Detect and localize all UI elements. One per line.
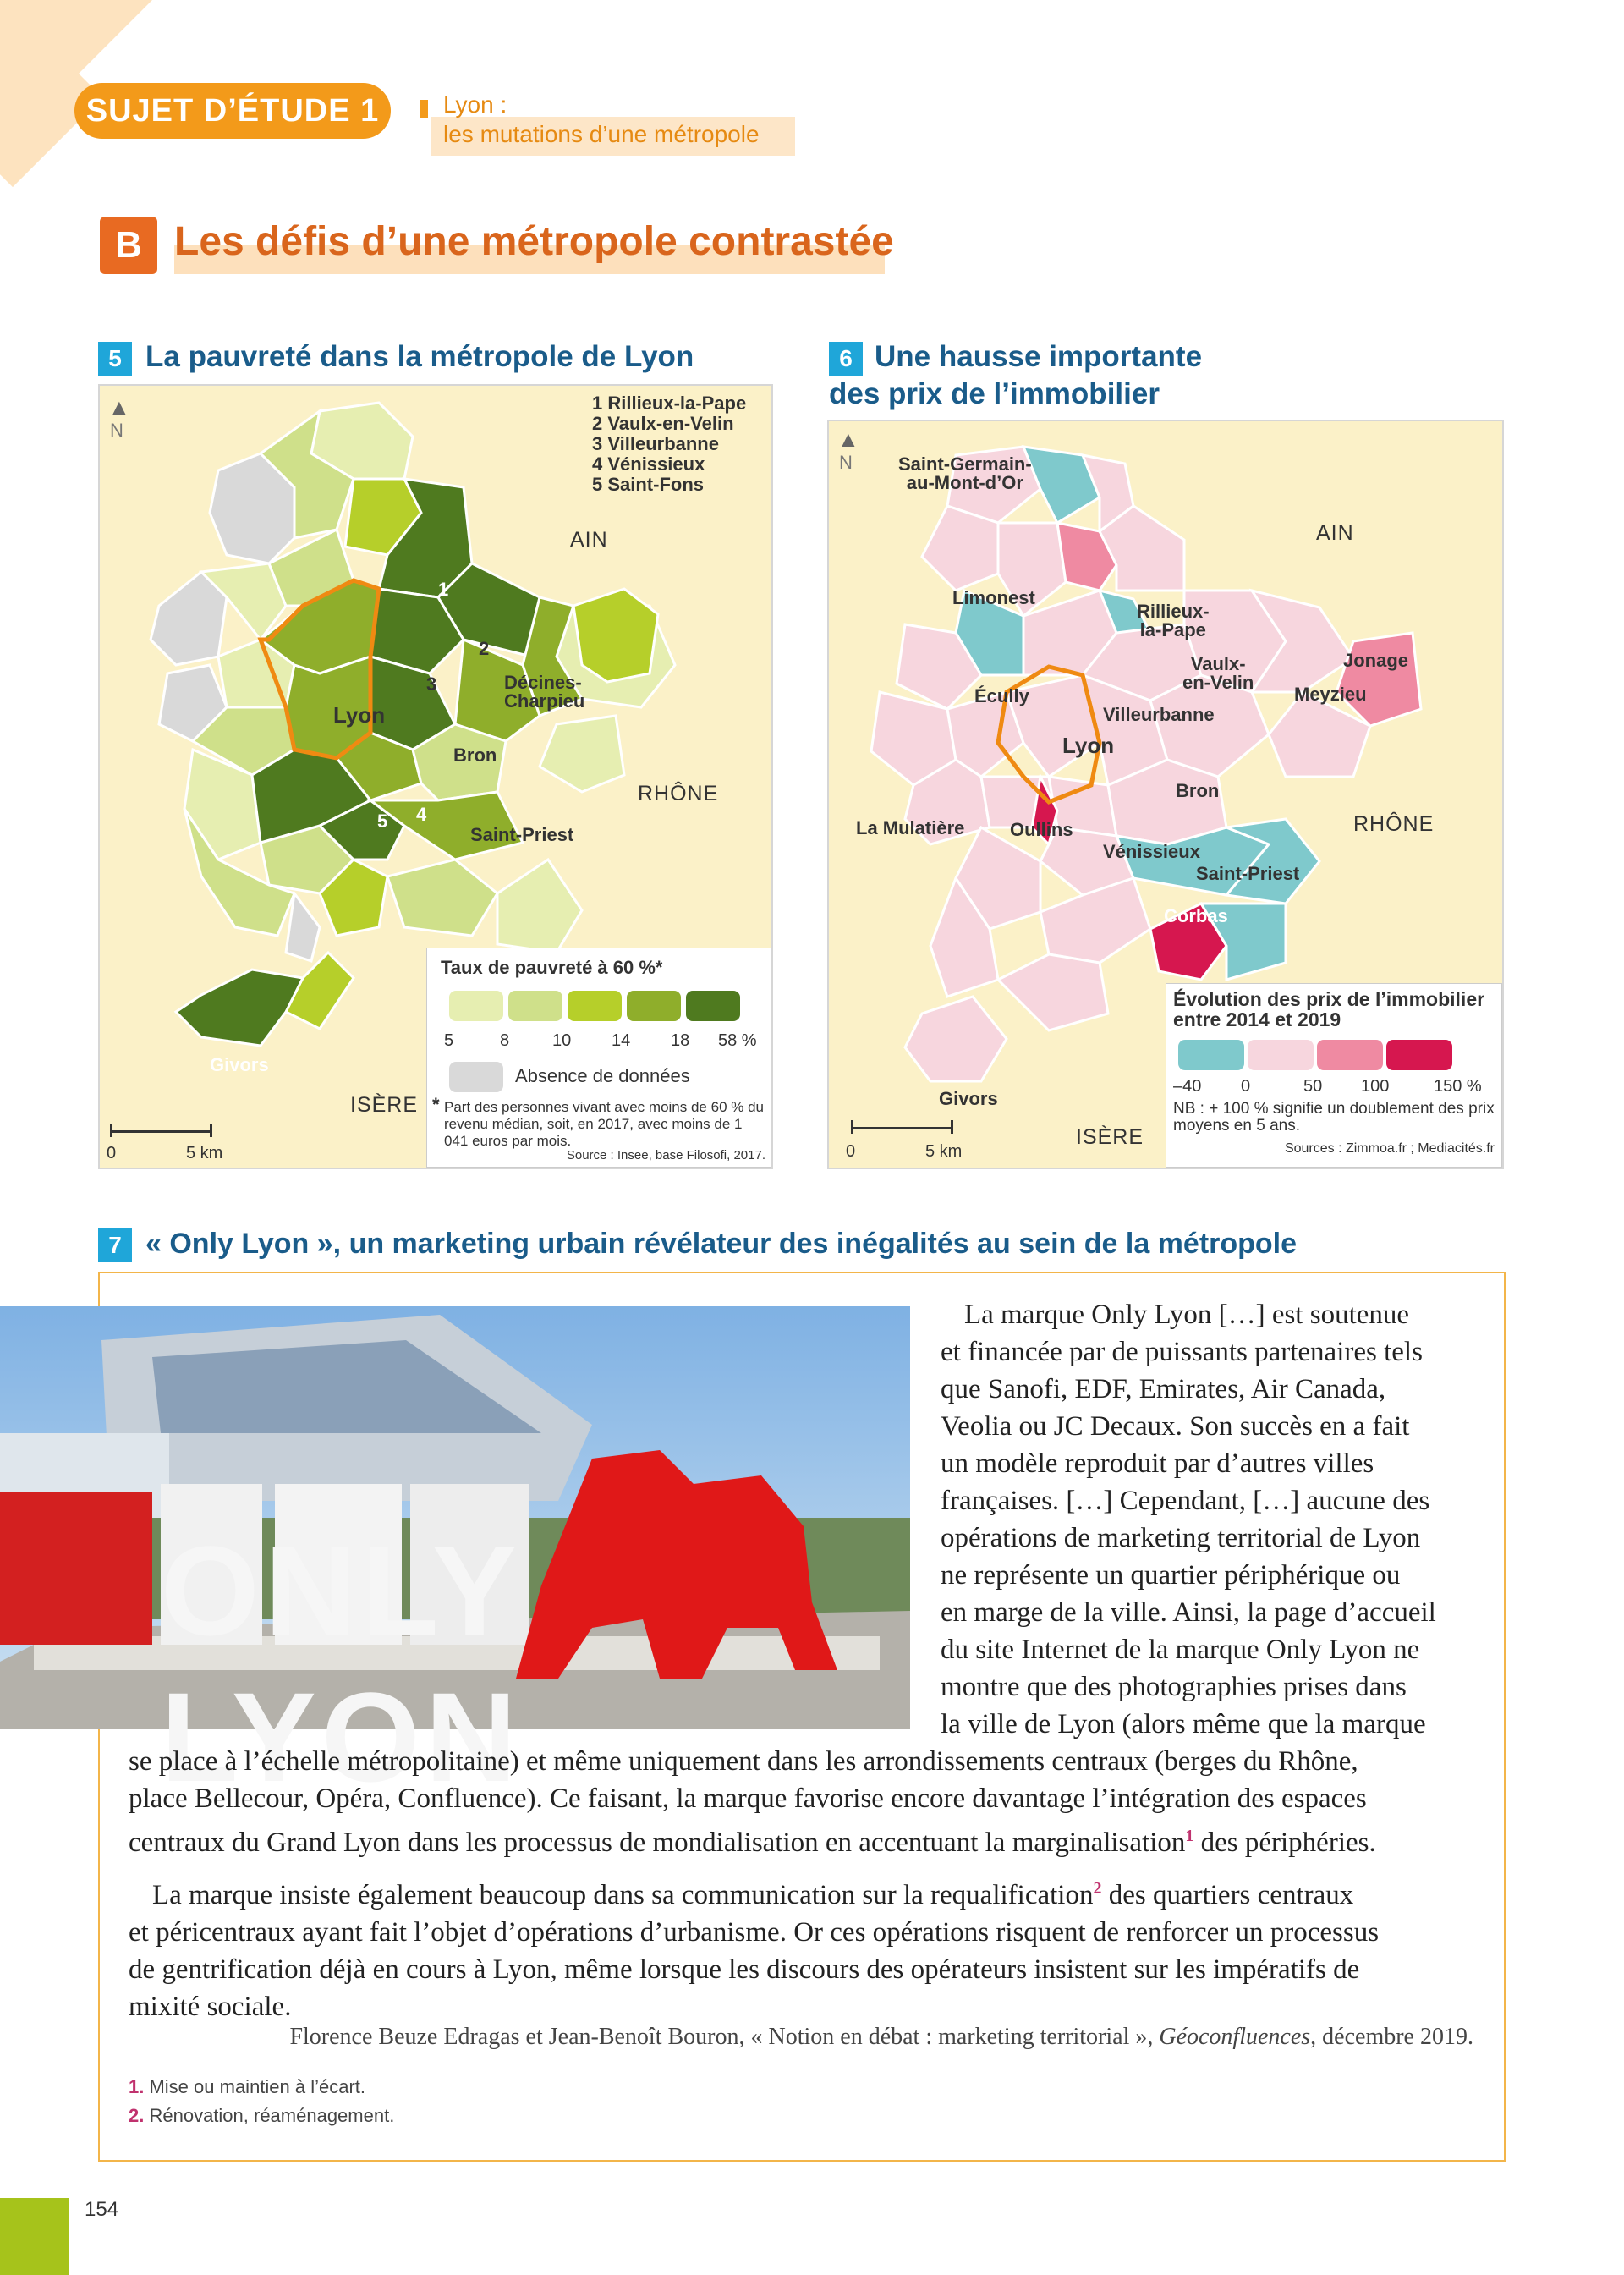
text-line: place Bellecour, Opéra, Confluence). Ce faisant, la marque favorise encore davantage l’intégration des espaces (129, 1783, 1367, 1814)
legend-swatch (686, 991, 740, 1021)
scale-bar (110, 1130, 211, 1133)
article-side-column (941, 1296, 1468, 1743)
map-number: 1 (438, 579, 449, 600)
map-number: 2 (479, 638, 490, 659)
doc6-number: 6 (829, 342, 863, 376)
legend-source: Sources : Zimmoa.fr ; Mediacités.fr (1284, 1141, 1495, 1156)
north-label: N (839, 452, 853, 473)
legend-no-data-label: Absence de données (515, 1065, 690, 1086)
legend-swatch (1248, 1040, 1314, 1070)
legend-source: Source : Insee, base Filosofi, 2017. (566, 1148, 765, 1162)
legend-tick: 18 (671, 1031, 690, 1050)
text-line: ne représente un quartier périphérique ou (941, 1560, 1401, 1591)
scale-bar-tick (110, 1124, 112, 1137)
scale-bar-tick (851, 1120, 853, 1134)
map-number: 4 (416, 804, 427, 825)
text-line: La marque Only Lyon […] est soutenue (964, 1300, 1410, 1330)
place-label-vaulx: Vaulx- en-Velin (1182, 653, 1254, 693)
place-label-decines: Décines- Charpieu (504, 672, 585, 712)
place-label-bron: Bron (1176, 780, 1220, 801)
north-arrow-icon: ▲ (108, 394, 130, 420)
place-label-lyon: Lyon (333, 702, 386, 728)
legend-swatch (508, 991, 562, 1021)
photo-caption: ONLY LYON (161, 1519, 522, 1808)
legend-swatch (627, 991, 681, 1021)
scale-bar (851, 1127, 952, 1129)
text-line (129, 1817, 1473, 1861)
footnote-ref: 1 (1185, 1827, 1194, 1845)
price-legend (1166, 983, 1502, 1168)
page-number: 154 (85, 2198, 119, 2221)
place-label-venissieux: Vénissieux (1103, 841, 1200, 862)
footnote (129, 2105, 394, 2127)
place-label-givors: Givors (939, 1088, 998, 1109)
scale-bar-tick (210, 1124, 212, 1137)
legend-note: NB : + 100 % signifie un doublement des prix moyens en 5 ans. (1173, 1100, 1495, 1135)
legend-tick: 100 (1361, 1077, 1390, 1096)
region-label-rhone: RHÔNE (1353, 812, 1435, 836)
place-label-villeurbanne: Villeurbanne (1103, 704, 1215, 725)
footnote-ref: 2 (1093, 1879, 1102, 1898)
place-label-limonest: Limonest (952, 587, 1035, 608)
legend-note: Part des personnes vivant avec moins de 60 % du revenu médian, soit, en 2017, avec moins de 1 041 euros par mois. (444, 1099, 764, 1149)
place-label-saint-germain: Saint-Germain- au-Mont-d’Or (898, 453, 1032, 493)
map-number: 3 (426, 673, 437, 695)
scale-zero: 0 (846, 1142, 856, 1161)
subtitle-line-2: les mutations d’une métropole (443, 121, 760, 147)
footnote-number: 2. (129, 2105, 145, 2126)
poverty-legend (426, 948, 771, 1168)
text-segment: centraux du Grand Lyon dans les processus de mondialisation en accentuant la marginalisation (129, 1827, 1186, 1858)
legend-note-star: * (432, 1094, 440, 1115)
text-line: la ville de Lyon (alors même que la marque (941, 1709, 1426, 1739)
legend-no-data-swatch (449, 1062, 503, 1092)
doc6-title-line-1: Une hausse importante (875, 340, 1203, 373)
subtitle-marker (420, 100, 428, 118)
real-estate-map (827, 420, 1504, 1169)
footnote-number: 1. (129, 2076, 145, 2097)
section-title: Les défis d’une métropole contrastée (174, 219, 894, 264)
legend-tick: 10 (552, 1031, 572, 1050)
text-line: mixité sociale. (129, 1992, 292, 2022)
legend-tick: 8 (500, 1031, 510, 1050)
place-label-givors: Givors (210, 1054, 269, 1075)
index-item: 4 Vénissieux (592, 453, 705, 475)
citation-journal: Géoconfluences (1159, 2024, 1311, 2050)
footnote (129, 2076, 365, 2098)
doc7-number: 7 (98, 1228, 132, 1262)
footnote-text: Mise ou maintien à l’écart. (144, 2076, 366, 2097)
scale-label: 5 km (925, 1142, 963, 1161)
scale-label: 5 km (186, 1144, 223, 1162)
study-subject-badge: SUJET D’ÉTUDE 1 (74, 83, 391, 139)
page-corner-bar (0, 2198, 69, 2275)
citation-date: , décembre 2019. (1310, 2024, 1473, 2050)
text-line: que Sanofi, EDF, Emirates, Air Canada, (941, 1374, 1386, 1404)
region-label-isere: ISÈRE (350, 1093, 419, 1117)
text-line: et financée par de puissants partenaires tels (941, 1337, 1423, 1367)
place-label-corbas: Corbas (1164, 905, 1228, 926)
doc5-title: La pauvreté dans la métropole de Lyon (145, 340, 694, 373)
north-label: N (110, 420, 123, 441)
citation-authors: Florence Beuze Edragas et Jean-Benoît Bouron, « Notion en débat : marketing territorial », (289, 2024, 1160, 2050)
text-line: et péricentraux ayant fait l’objet d’opérations d’urbanisme. Or ces opérations risquent de renforcer un processus (129, 1917, 1380, 1948)
legend-swatch (1317, 1040, 1383, 1070)
place-label-jonage: Jonage (1343, 650, 1409, 671)
legend-tick: 58 % (718, 1031, 757, 1050)
text-line (129, 1870, 1473, 1914)
legend-tick: –40 (1173, 1077, 1202, 1096)
scale-zero: 0 (107, 1144, 117, 1162)
doc6-title-line-2: des prix de l’immobilier (829, 377, 1160, 410)
section-letter: B (100, 217, 157, 274)
text-segment: des périphéries. (1193, 1827, 1376, 1858)
text-line: un modèle reproduit par d’autres villes (941, 1448, 1374, 1479)
scale-bar-tick (951, 1120, 953, 1134)
poverty-map (98, 384, 773, 1169)
text-segment: La marque insiste également beaucoup dans sa communication sur la requalification (152, 1880, 1094, 1910)
legend-swatch (1178, 1040, 1244, 1070)
legend-title: Taux de pauvreté à 60 %* (441, 957, 663, 978)
place-label-lyon: Lyon (1062, 733, 1115, 758)
text-line: se place à l’échelle métropolitaine) et même uniquement dans les arrondissements centraux (berges du Rhône, (129, 1746, 1358, 1777)
legend-tick: 150 % (1434, 1077, 1482, 1096)
legend-swatch (568, 991, 622, 1021)
index-item: 2 Vaulx-en-Velin (592, 413, 734, 434)
commune-index-list (592, 393, 763, 506)
legend-tick: 5 (444, 1031, 454, 1050)
legend-title: Évolution des prix de l’immobilier entre 2014 et 2019 (1173, 988, 1485, 1030)
region-label-rhone: RHÔNE (638, 782, 719, 805)
place-label-ecully: Écully (974, 685, 1029, 706)
region-label-ain: AIN (570, 528, 608, 552)
place-label-saint-priest: Saint-Priest (470, 824, 574, 845)
text-segment: des quartiers centraux (1101, 1880, 1354, 1910)
region-label-ain: AIN (1316, 521, 1354, 545)
doc7-title: « Only Lyon », un marketing urbain révélateur des inégalités au sein de la métropole (145, 1228, 1298, 1260)
text-line: du site Internet de la marque Only Lyon ne (941, 1635, 1420, 1665)
place-label-saint-priest: Saint-Priest (1196, 863, 1300, 884)
legend-swatch (1386, 1040, 1452, 1070)
text-line: opérations de marketing territorial de Lyon (941, 1523, 1421, 1553)
place-label-la-mulatiere: La Mulatière (856, 817, 965, 838)
text-line: Veolia ou JC Decaux. Son succès en a fait (941, 1411, 1410, 1442)
place-label-rillieux: Rillieux- la-Pape (1137, 601, 1210, 640)
citation (129, 2019, 1473, 2056)
place-label-oullins: Oullins (1010, 819, 1073, 840)
doc5-number: 5 (98, 342, 132, 376)
footnote-text: Rénovation, réaménagement. (144, 2105, 395, 2126)
article-full-column (129, 1743, 1473, 2025)
north-arrow-icon: ▲ (837, 426, 859, 452)
place-label-meyzieu: Meyzieu (1294, 684, 1367, 705)
index-item: 3 Villeurbanne (592, 433, 719, 454)
legend-swatch (449, 991, 503, 1021)
map-number: 5 (377, 811, 388, 832)
place-label-bron: Bron (453, 745, 497, 766)
legend-tick: 14 (612, 1031, 631, 1050)
text-line: de gentrification déjà en cours à Lyon, même lorsque les discours des opérateurs insistent sur les impératifs de (129, 1954, 1360, 1985)
index-item: 1 Rillieux-la-Pape (592, 393, 747, 414)
text-line: françaises. […] Cependant, […] aucune des (941, 1486, 1430, 1516)
index-item: 5 Saint-Fons (592, 474, 705, 495)
text-line: montre que des photographies prises dans (941, 1672, 1407, 1702)
region-label-isere: ISÈRE (1076, 1125, 1144, 1149)
text-line: en marge de la ville. Ainsi, la page d’accueil (941, 1597, 1436, 1628)
legend-tick: 0 (1241, 1077, 1251, 1096)
legend-tick: 50 (1303, 1077, 1323, 1096)
subtitle-line-1: Lyon : (443, 91, 508, 118)
